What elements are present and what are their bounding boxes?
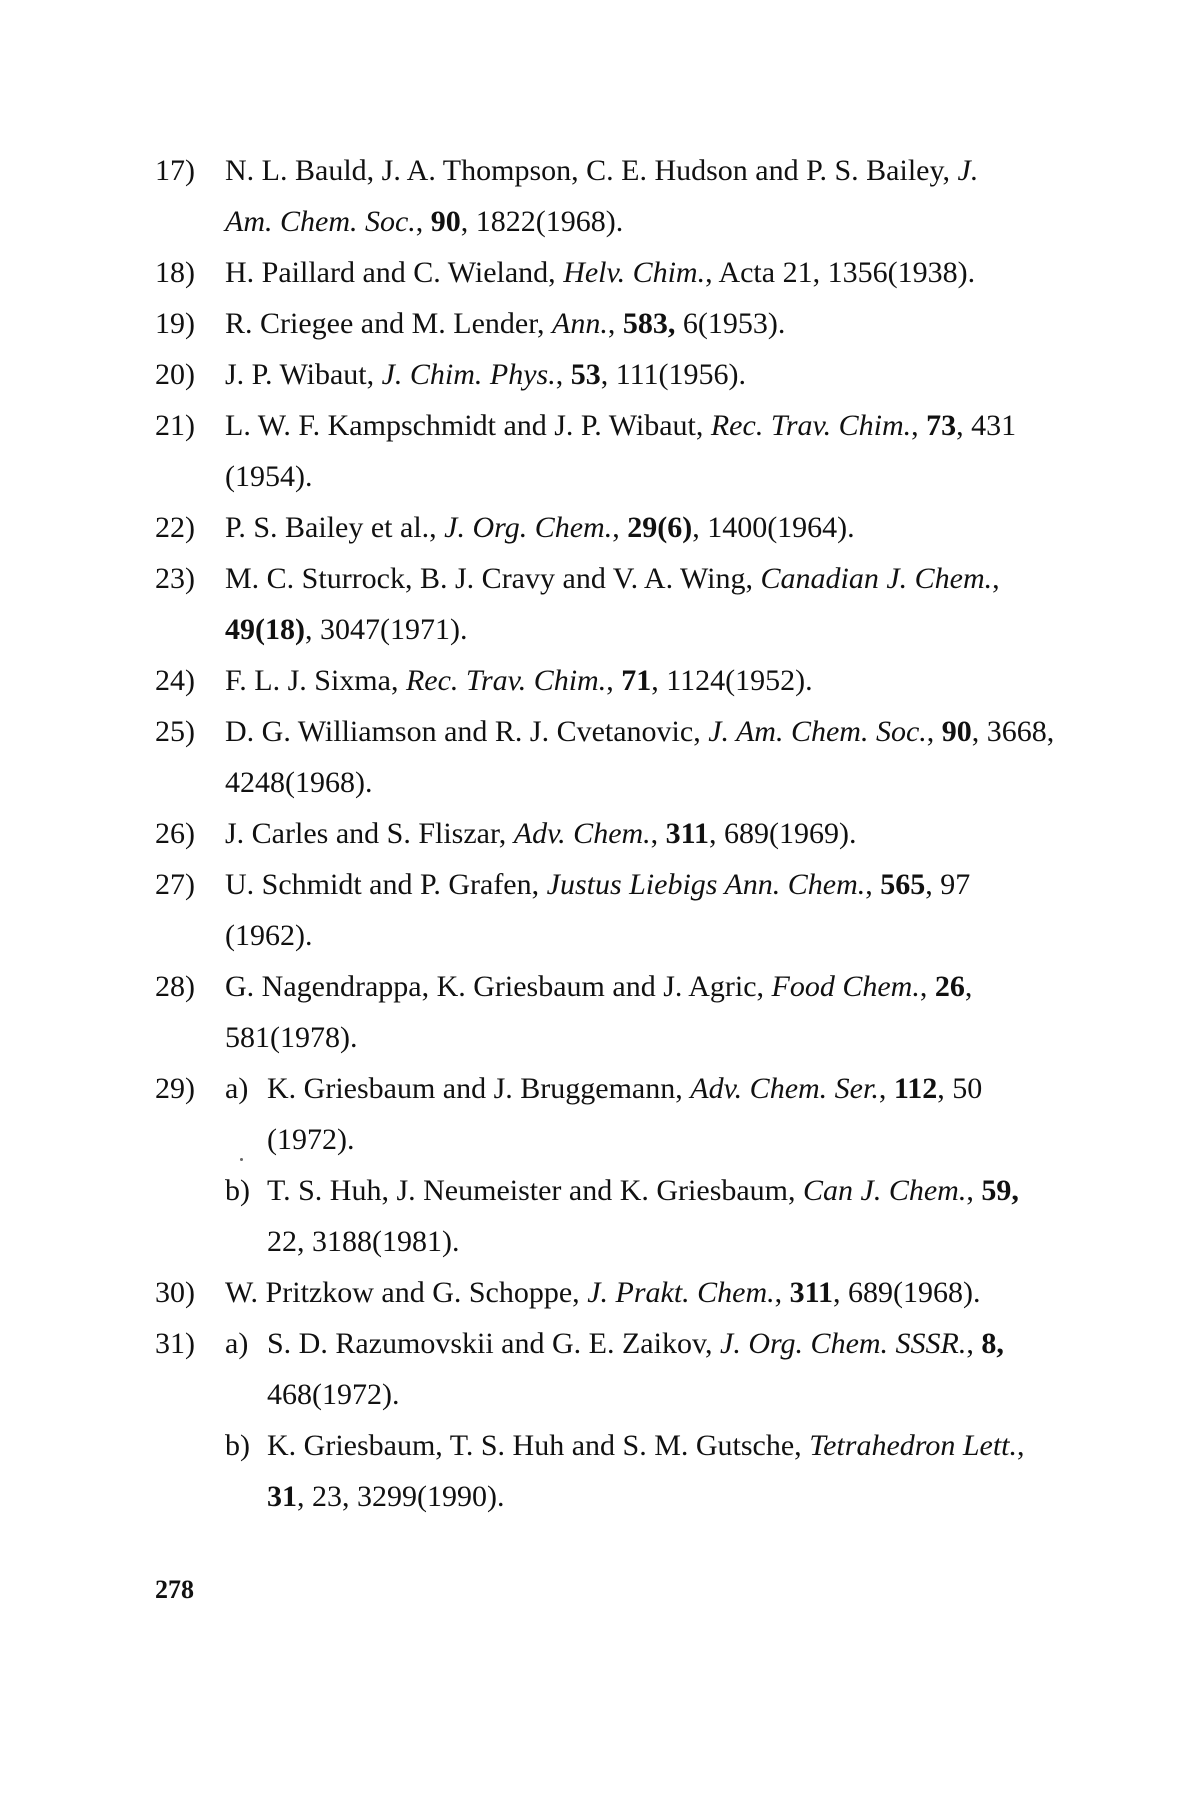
journal-title: Adv. Chem. <box>513 817 651 850</box>
reference-text: (1962). <box>225 919 313 952</box>
journal-title: Ann. <box>552 307 608 340</box>
journal-title: Am. Chem. Soc. <box>225 205 416 238</box>
reference-line <box>225 502 1055 553</box>
journal-title: Canadian J. Chem. <box>760 562 993 595</box>
reference-text: , 689(1969). <box>709 817 857 850</box>
journal-title: J. Chim. Phys. <box>381 358 556 391</box>
reference-text: , 23, 3299(1990). <box>297 1480 505 1513</box>
sub-reference-label: b) <box>225 1174 250 1207</box>
reference-line <box>225 145 1055 196</box>
reference-text: 4248(1968). <box>225 766 373 799</box>
volume-number: 26 <box>934 970 965 1003</box>
reference-number: 18) <box>155 256 195 289</box>
reference-number: 22) <box>155 511 195 544</box>
reference-text: , <box>964 970 973 1003</box>
sub-reference-body <box>267 1063 1055 1165</box>
reference-number: 29) <box>155 1072 195 1105</box>
reference-line <box>225 757 1055 808</box>
reference-text: , <box>555 358 571 391</box>
reference-body <box>225 961 1055 1063</box>
reference-item <box>155 706 1055 808</box>
journal-title: Rec. Trav. Chim. <box>710 409 912 442</box>
reference-text: , 689(1968). <box>833 1276 981 1309</box>
journal-title: Justus Liebigs Ann. Chem. <box>546 868 866 901</box>
reference-text: 468(1972). <box>267 1378 400 1411</box>
reference-line <box>225 604 1055 655</box>
reference-item <box>155 349 1055 400</box>
reference-text: , <box>911 409 927 442</box>
sub-reference-label: b) <box>225 1429 250 1462</box>
reference-text: (1972). <box>267 1123 355 1156</box>
reference-line <box>225 298 1055 349</box>
reference-text: W. Pritzkow and G. Schoppe, <box>225 1276 588 1309</box>
volume-number: 29(6) <box>627 511 693 544</box>
volume-number: 73 <box>926 409 957 442</box>
reference-item <box>155 502 1055 553</box>
reference-body <box>225 808 1055 859</box>
reference-line <box>225 655 1055 706</box>
reference-line <box>225 706 1055 757</box>
reference-line <box>267 1369 1055 1420</box>
reference-text: J. Carles and S. Fliszar, <box>225 817 514 850</box>
reference-line <box>225 451 1055 502</box>
reference-number: 25) <box>155 715 195 748</box>
reference-text: , 3047(1971). <box>304 613 468 646</box>
reference-number: 26) <box>155 817 195 850</box>
reference-text: , <box>992 562 1000 595</box>
journal-title: Rec. Trav. Chim. <box>405 664 607 697</box>
reference-item <box>155 298 1055 349</box>
reference-line <box>267 1114 1055 1165</box>
reference-text: F. L. J. Sixma, <box>225 664 406 697</box>
reference-text: , <box>774 1276 790 1309</box>
sub-reference <box>225 1318 1055 1420</box>
reference-number: 30) <box>155 1276 195 1309</box>
reference-text: 22, 3188(1981). <box>267 1225 460 1258</box>
reference-line <box>267 1318 1055 1369</box>
reference-text: , <box>966 1327 982 1360</box>
reference-body <box>225 1267 1055 1318</box>
reference-number: 21) <box>155 409 195 442</box>
journal-title: Helv. Chim. <box>563 256 706 289</box>
reference-body <box>225 706 1055 808</box>
reference-text: T. S. Huh, J. Neumeister and K. Griesbaum, <box>267 1174 804 1207</box>
reference-text: R. Criegee and M. Lender, <box>225 307 553 340</box>
reference-text: , 3668, <box>971 715 1055 748</box>
journal-title: Tetrahedron Lett. <box>809 1429 1017 1462</box>
sub-reference-label: a) <box>225 1072 249 1105</box>
reference-line <box>225 961 1055 1012</box>
journal-title: Adv. Chem. Ser. <box>690 1072 879 1105</box>
reference-body <box>225 502 1055 553</box>
sub-reference-body <box>267 1318 1055 1420</box>
reference-number: 31) <box>155 1327 195 1360</box>
reference-text: , <box>878 1072 894 1105</box>
volume-number: 59, <box>981 1174 1019 1207</box>
sub-reference-body <box>267 1165 1055 1267</box>
reference-number: 24) <box>155 664 195 697</box>
reference-text: , <box>607 307 623 340</box>
reference-text: S. D. Razumovskii and G. E. Zaikov, <box>267 1327 721 1360</box>
volume-number: 583, <box>622 307 676 340</box>
reference-item <box>155 808 1055 859</box>
reference-text: , Acta 21, 1356(1938). <box>705 256 976 289</box>
journal-title: J. <box>957 154 979 187</box>
reference-body <box>225 1063 1055 1267</box>
reference-line <box>225 400 1055 451</box>
reference-item <box>155 247 1055 298</box>
reference-text: J. P. Wibaut, <box>225 358 382 391</box>
reference-text: 581(1978). <box>225 1021 358 1054</box>
reference-line <box>225 1012 1055 1063</box>
reference-body <box>225 655 1055 706</box>
reference-text: H. Paillard and C. Wieland, <box>225 256 564 289</box>
reference-body <box>225 553 1055 655</box>
reference-text: K. Griesbaum and J. Bruggemann, <box>267 1072 691 1105</box>
reference-number: 17) <box>155 154 195 187</box>
reference-line <box>267 1471 1055 1522</box>
reference-number: 27) <box>155 868 195 901</box>
reference-item <box>155 859 1055 961</box>
journal-title: Food Chem. <box>771 970 920 1003</box>
journal-title: J. Org. Chem. SSSR. <box>720 1327 967 1360</box>
reference-body <box>225 1318 1055 1522</box>
reference-text: , <box>650 817 666 850</box>
reference-text: , 431 <box>956 409 1017 442</box>
reference-text: , <box>966 1174 982 1207</box>
volume-number: 8, <box>981 1327 1004 1360</box>
sub-reference-label: a) <box>225 1327 249 1360</box>
reference-text: , 97 <box>925 868 971 901</box>
reference-text: , 1124(1952). <box>651 664 813 697</box>
reference-item <box>155 553 1055 655</box>
reference-body <box>225 400 1055 502</box>
reference-item <box>155 1267 1055 1318</box>
print-speck <box>240 1158 243 1161</box>
reference-text: U. Schmidt and P. Grafen, <box>225 868 547 901</box>
sub-reference-body <box>267 1420 1055 1522</box>
reference-line <box>267 1216 1055 1267</box>
reference-text: (1954). <box>225 460 313 493</box>
reference-text: , <box>606 664 622 697</box>
reference-line <box>225 349 1055 400</box>
reference-line <box>267 1420 1055 1471</box>
reference-line <box>225 1267 1055 1318</box>
reference-item <box>155 961 1055 1063</box>
volume-number: 49(18) <box>225 613 305 646</box>
reference-item <box>155 655 1055 706</box>
volume-number: 71 <box>621 664 652 697</box>
sub-reference <box>225 1165 1055 1267</box>
reference-item <box>155 145 1055 247</box>
reference-number: 20) <box>155 358 195 391</box>
reference-text: K. Griesbaum, T. S. Huh and S. M. Gutsche, <box>267 1429 810 1462</box>
page-number: 278 <box>155 1575 194 1604</box>
reference-text: , 1822(1968). <box>460 205 624 238</box>
reference-line <box>267 1165 1055 1216</box>
reference-line <box>267 1063 1055 1114</box>
reference-text: , <box>612 511 628 544</box>
reference-text: , <box>919 970 935 1003</box>
reference-body <box>225 145 1055 247</box>
reference-text: , <box>415 205 431 238</box>
reference-body <box>225 298 1055 349</box>
volume-number: 311 <box>789 1276 834 1309</box>
volume-number: 112 <box>893 1072 938 1105</box>
journal-title: J. Prakt. Chem. <box>587 1276 775 1309</box>
reference-line <box>225 910 1055 961</box>
reference-line <box>225 247 1055 298</box>
reference-text: , 1400(1964). <box>692 511 855 544</box>
reference-text: M. C. Sturrock, B. J. Cravy and V. A. Wing, <box>225 562 761 595</box>
volume-number: 53 <box>570 358 601 391</box>
journal-title: J. Am. Chem. Soc. <box>708 715 927 748</box>
reference-text: , 111(1956). <box>600 358 746 391</box>
reference-text: P. S. Bailey et al., <box>225 511 445 544</box>
reference-item <box>155 400 1055 502</box>
reference-text: , <box>1017 1429 1025 1462</box>
journal-title: Can J. Chem. <box>803 1174 967 1207</box>
reference-number: 19) <box>155 307 195 340</box>
reference-list <box>155 145 1055 1522</box>
reference-text: D. G. Williamson and R. J. Cvetanovic, <box>225 715 709 748</box>
reference-item <box>155 1318 1055 1522</box>
volume-number: 31 <box>267 1480 297 1513</box>
reference-number: 23) <box>155 562 195 595</box>
reference-line <box>225 859 1055 910</box>
reference-text: 6(1953). <box>675 307 786 340</box>
reference-body <box>225 349 1055 400</box>
reference-text: , 50 <box>937 1072 983 1105</box>
reference-number: 28) <box>155 970 195 1003</box>
volume-number: 90 <box>430 205 461 238</box>
reference-text: L. W. F. Kampschmidt and J. P. Wibaut, <box>225 409 711 442</box>
reference-line <box>225 196 1055 247</box>
volume-number: 565 <box>880 868 926 901</box>
reference-text: , <box>865 868 881 901</box>
reference-body <box>225 247 1055 298</box>
sub-reference <box>225 1063 1055 1165</box>
reference-line <box>225 808 1055 859</box>
reference-item <box>155 1063 1055 1267</box>
volume-number: 90 <box>941 715 972 748</box>
reference-text: N. L. Bauld, J. A. Thompson, C. E. Hudson and P. S. Bailey, <box>225 154 958 187</box>
journal-title: J. Org. Chem. <box>444 511 613 544</box>
volume-number: 311 <box>665 817 710 850</box>
reference-line <box>225 553 1055 604</box>
reference-text: , <box>926 715 942 748</box>
reference-body <box>225 859 1055 961</box>
reference-text: G. Nagendrappa, K. Griesbaum and J. Agric, <box>225 970 772 1003</box>
sub-reference <box>225 1420 1055 1522</box>
